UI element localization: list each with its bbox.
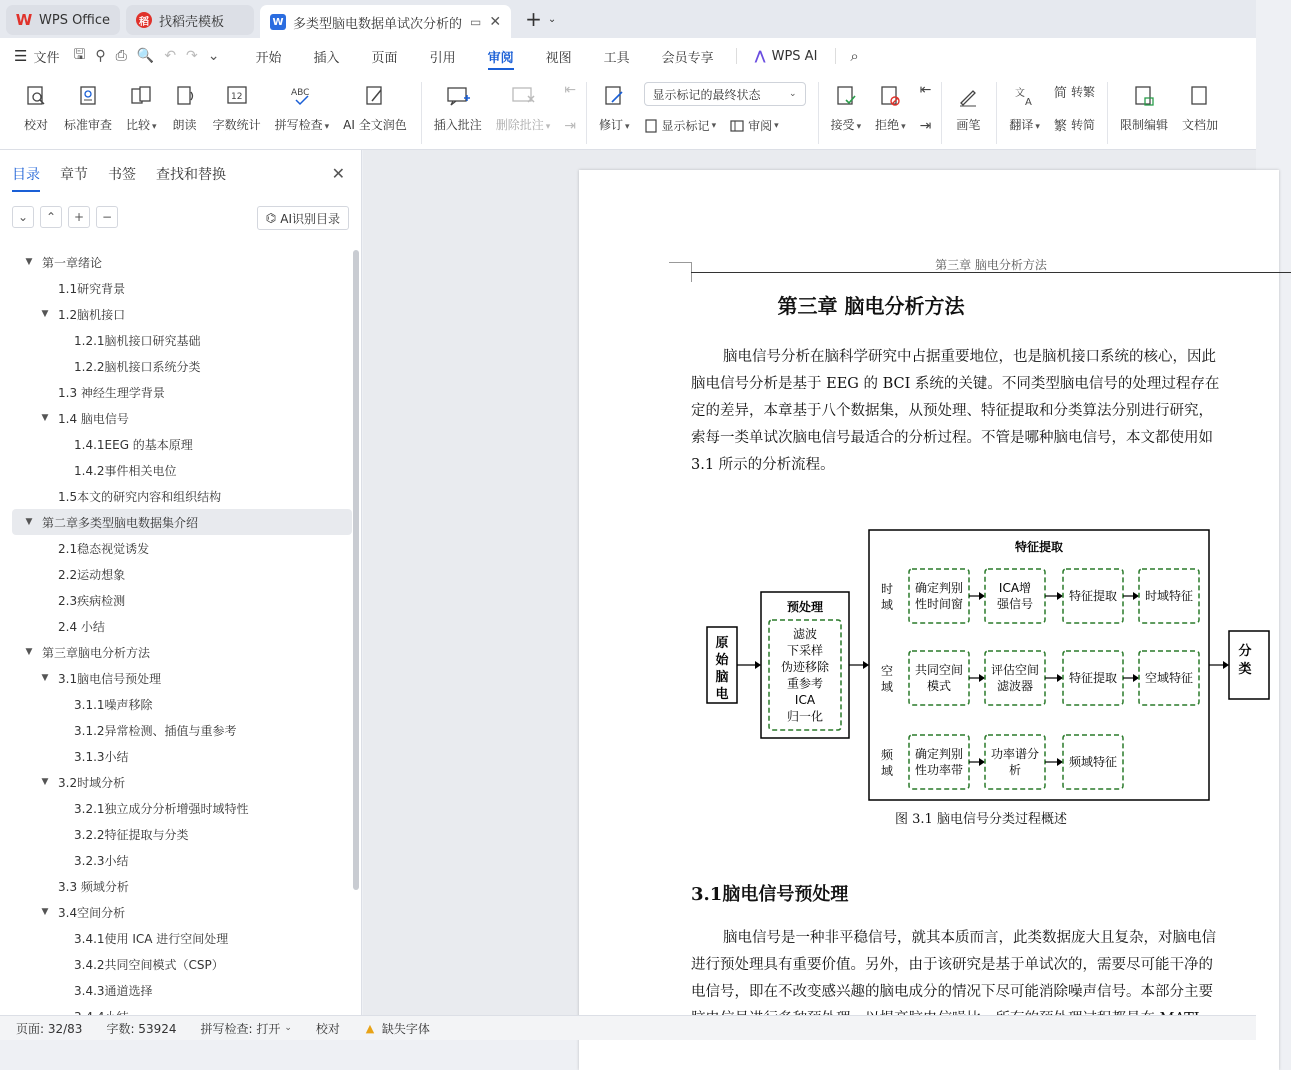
expand-arrow-icon[interactable]: ▼ — [25, 257, 33, 267]
reject-label: 拒绝 ▾ — [875, 118, 906, 132]
toc-item-label: 2.2运动想象 — [58, 567, 126, 582]
compare-icon — [127, 82, 155, 110]
menu-reference[interactable]: 引用 — [429, 50, 456, 66]
divider — [835, 48, 836, 64]
toc-item[interactable] — [12, 743, 352, 769]
menu-tools[interactable]: 工具 — [603, 50, 630, 66]
toc-item[interactable] — [12, 769, 352, 795]
expand-arrow-icon[interactable]: ▼ — [41, 413, 49, 423]
toc-item-label: 1.4.2事件相关电位 — [74, 463, 177, 478]
previous-comment-icon[interactable]: ⇤ — [564, 82, 576, 98]
toc-item-label: 3.4.3通道选择 — [74, 983, 153, 998]
toc-list — [12, 249, 352, 1015]
review-pane-button[interactable]: 审阅 ▾ — [730, 117, 779, 134]
spell-check-button[interactable] — [275, 82, 330, 133]
toc-item-label: 第一章绪论 — [42, 255, 103, 270]
preprocess-step: 下采样 — [786, 643, 824, 658]
feature-row-label: 空域 — [880, 664, 894, 694]
expand-arrow-icon[interactable]: ▼ — [41, 777, 49, 787]
menu-bar — [0, 38, 1256, 74]
feature-step-label: 特征提取 — [1068, 589, 1118, 603]
toc-item-label: 3.4空间分析 — [58, 905, 126, 920]
proofread-icon — [22, 82, 50, 110]
standard-review-button[interactable] — [64, 82, 112, 133]
to-traditional-button[interactable] — [1054, 82, 1095, 101]
tab-label: WPS Office — [39, 12, 111, 28]
feature-step-label: ICA增强信号 — [996, 581, 1034, 611]
add-icon[interactable]: + — [68, 206, 90, 228]
toc-item-label: 3.1.2异常检测、插值与重参考 — [74, 723, 237, 738]
chapter-title: 第三章 脑电分析方法 — [777, 294, 965, 318]
show-markup-button[interactable]: 显示标记 ▾ — [644, 117, 717, 134]
markup-display-select[interactable] — [644, 82, 806, 106]
quick-access-toolbar — [73, 44, 219, 68]
toc-item-label: 3.4.2共同空间模式（CSP） — [74, 957, 224, 972]
word-doc-icon: W — [270, 14, 286, 30]
document-canvas — [363, 150, 1256, 1015]
toc-item-label: 1.4 脑电信号 — [58, 411, 129, 426]
spell-check-toggle[interactable]: 拼写检查: 打开 ⌄ — [200, 1021, 292, 1036]
svg-text:ABC: ABC — [290, 88, 310, 98]
line: 定的差异，本章基于八个数据集，从预处理、特征提取和分类算法分别进行研究， — [691, 403, 1213, 419]
proofread-status[interactable]: 校对 — [315, 1021, 340, 1036]
to-simplified-label: 转简 — [1070, 118, 1095, 132]
toc-item[interactable] — [12, 249, 352, 275]
line: 索每一类单试次脑电信号最适合的分析过程。不管是哪种脑电信号，本文都使用如 — [691, 430, 1213, 446]
toc-item-label: 1.2.1脑机接口研究基础 — [74, 333, 201, 348]
translate-icon — [1011, 82, 1039, 110]
toc-item-label: 3.4.1使用 ICA 进行空间处理 — [74, 931, 229, 946]
toc-item[interactable] — [12, 717, 352, 743]
remove-icon[interactable]: − — [96, 206, 118, 228]
missing-font-label: 缺失字体 — [381, 1021, 430, 1036]
translate-button[interactable] — [1009, 82, 1040, 133]
nav-tabs — [12, 164, 246, 192]
divider — [421, 82, 422, 144]
tab-toc[interactable]: 目录 — [12, 164, 40, 192]
figure-caption: 图 3.1 脑电信号分类过程概述 — [895, 812, 1067, 827]
restrict-edit-label: 限制编辑 — [1119, 118, 1168, 132]
comment-nav-group — [564, 82, 576, 134]
ai-toc-label: AI识别目录 — [280, 211, 340, 226]
compare-label: 比较 ▾ — [126, 118, 157, 132]
ai-polish-label: AI 全文润色 — [343, 118, 407, 132]
read-aloud-icon — [171, 82, 199, 110]
line: 脑电信号是一种非平稳信号，就其本质而言，此类数据庞大且复杂，对脑电信 — [723, 930, 1216, 946]
encrypt-icon — [1186, 82, 1214, 110]
review-ribbon — [0, 74, 1256, 150]
toc-item-label: 1.2脑机接口 — [58, 307, 126, 322]
toc-item[interactable] — [12, 613, 352, 639]
status-bar — [0, 1015, 1256, 1040]
tab-current-document[interactable] — [260, 5, 511, 39]
proofread-label: 校对 — [23, 118, 48, 132]
toc-scrollbar[interactable] — [353, 250, 359, 890]
restrict-edit-button[interactable] — [1120, 82, 1168, 133]
navigation-pane — [0, 150, 362, 1015]
preprocess-step: 归一化 — [786, 709, 824, 724]
menu-review[interactable]: 审阅 — [472, 38, 530, 74]
markup-row — [644, 117, 806, 134]
toc-item-label: 1.3 神经生理学背景 — [58, 385, 165, 400]
line: 脑电信号分析在脑科学研究中占据重要地位，也是脑机接口系统的核心，因此 — [723, 349, 1216, 365]
show-markup-icon — [644, 119, 658, 133]
menu-insert[interactable]: 插入 — [313, 50, 340, 66]
svg-text:文: 文 — [1014, 88, 1025, 99]
compare-button[interactable] — [126, 82, 157, 133]
wps-ai-button[interactable] — [743, 49, 830, 64]
line: 脑电信号分析是基于 EEG 的 BCI 系统的关键。不同类型脑电信号的处理过程存在 — [691, 376, 1220, 392]
spell-check-label: 拼写检查 ▾ — [274, 118, 330, 132]
divider — [1107, 82, 1108, 144]
toc-item-label: 3.2.3小结 — [74, 853, 129, 868]
toc-item[interactable] — [12, 353, 352, 379]
tab-label: 找稻壳模板 — [159, 14, 225, 30]
section-title: 3.1脑电信号预处理 — [691, 884, 849, 905]
feature-step-label: 确定判别性功率带 — [914, 747, 964, 777]
feature-step-label: 共同空间模式 — [914, 663, 964, 693]
toc-item[interactable] — [12, 457, 352, 483]
accept-label: 接受 ▾ — [830, 118, 862, 132]
preprocess-step: 伪迹移除 — [780, 660, 830, 674]
toc-item[interactable] — [12, 431, 352, 457]
word-count-indicator[interactable]: 字数: 53924 — [106, 1021, 177, 1036]
ai-toc-button[interactable] — [257, 206, 349, 230]
screen-icon[interactable]: ▭ — [470, 15, 482, 29]
raw-eeg-label: 原始脑电 — [715, 636, 729, 702]
missing-font-button[interactable] — [364, 1020, 430, 1037]
toc-item[interactable] — [12, 821, 352, 847]
toc-item-label: 第三章脑电分析方法 — [42, 645, 151, 660]
spell-status-label: 拼写检查: 打开 — [200, 1021, 281, 1036]
line: 3.1 所示的分析流程。 — [691, 457, 835, 473]
expand-arrow-icon[interactable]: ▼ — [41, 309, 49, 319]
file-menu[interactable] — [14, 47, 59, 66]
tab-find-replace[interactable]: 查找和替换 — [156, 167, 226, 183]
toc-item-label: 3.2.1独立成分分析增强时域特性 — [74, 801, 249, 816]
review-pane-label: 审阅 — [748, 119, 773, 133]
tab-label: 多类型脑电数据单试次分析的 — [293, 16, 463, 32]
toc-item[interactable] — [12, 535, 352, 561]
document-page — [579, 170, 1279, 1070]
traditional-icon: 简 — [1053, 86, 1067, 101]
tab-daoke-templates[interactable] — [126, 5, 254, 35]
lock-doc-icon — [1130, 82, 1158, 110]
menu-view[interactable]: 视图 — [545, 50, 572, 66]
toc-item[interactable] — [12, 847, 352, 873]
word-count-label: 字数统计 — [212, 118, 261, 132]
more-chevron-icon[interactable]: ⌄ — [207, 48, 220, 64]
menu-page[interactable]: 页面 — [371, 50, 398, 66]
toc-item-label: 3.1脑电信号预处理 — [58, 671, 162, 686]
standard-review-icon — [74, 82, 102, 110]
redo-icon[interactable]: ↷ — [186, 48, 198, 64]
toc-item[interactable] — [12, 509, 352, 535]
expand-arrow-icon[interactable]: ▼ — [25, 517, 33, 527]
toc-item-label: 2.3疾病检测 — [58, 593, 126, 608]
toc-item-label: 3.3 频域分析 — [58, 879, 129, 894]
standard-review-label: 标准审查 — [64, 118, 113, 132]
to-traditional-label: 转繁 — [1070, 85, 1095, 99]
feature-step-label: 确定判别性时间窗 — [914, 581, 964, 611]
daoke-icon: 稻 — [136, 12, 152, 28]
tab-sections[interactable]: 章节 — [60, 167, 88, 183]
line: 进行预处理具有重要价值。另外，由于该研究是基于单试次的，需要尽可能干净的 — [691, 957, 1213, 973]
feature-step-label: 功率谱分析 — [990, 747, 1040, 777]
tab-bookmarks[interactable]: 书签 — [108, 167, 136, 183]
feature-row-label: 时域 — [880, 582, 894, 612]
accept-button[interactable] — [831, 82, 862, 133]
feature-step-label: 特征提取 — [1068, 671, 1118, 685]
expand-arrow-icon[interactable]: ▼ — [41, 673, 49, 683]
reject-icon — [876, 82, 904, 110]
toc-item[interactable] — [12, 379, 352, 405]
toc-item[interactable] — [12, 873, 352, 899]
expand-arrow-icon[interactable]: ▼ — [41, 907, 49, 917]
wps-ai-icon: ⋀ — [754, 48, 766, 64]
insert-comment-button[interactable] — [434, 82, 482, 133]
toc-item[interactable] — [12, 951, 352, 977]
header-line — [691, 272, 1291, 273]
feature-step-label: 频域特征 — [1068, 755, 1118, 769]
feature-step-label: 评估空间滤波器 — [990, 663, 1040, 693]
wps-logo-icon: W — [15, 11, 33, 29]
toc-item-label: 1.4.1EEG 的基本原理 — [74, 437, 193, 452]
hamburger-icon: ☰ — [14, 47, 28, 65]
insert-comment-icon — [444, 82, 472, 110]
convert-group — [1054, 82, 1095, 134]
change-nav-group — [920, 82, 932, 134]
page-indicator[interactable]: 页面: 32/83 — [16, 1021, 83, 1036]
word-count-icon — [223, 82, 251, 110]
body-paragraph-1 — [691, 344, 1291, 479]
toc-item[interactable] — [12, 639, 352, 665]
divider — [736, 48, 737, 64]
next-change-icon[interactable]: ⇥ — [919, 118, 932, 134]
window-tab-bar — [0, 0, 1256, 38]
doc-encrypt-button[interactable] — [1182, 82, 1218, 133]
expand-down-icon[interactable]: ⌄ — [12, 206, 34, 228]
svg-text:A: A — [1024, 97, 1032, 108]
undo-icon[interactable]: ↶ — [164, 48, 177, 64]
expand-arrow-icon[interactable]: ▼ — [25, 647, 33, 657]
track-changes-icon — [600, 82, 628, 110]
show-markup-label: 显示标记 — [661, 119, 710, 133]
delete-comment-label: 删除批注 ▾ — [495, 118, 551, 132]
toc-item-label: 第二章多类型脑电数据集介绍 — [42, 515, 199, 530]
simplified-icon: 繁 — [1053, 119, 1067, 134]
file-label: 文件 — [33, 50, 60, 66]
feature-step-label: 时域特征 — [1144, 589, 1194, 603]
toc-item-label: 3.2时域分析 — [58, 775, 126, 790]
print-preview-icon[interactable]: 🔍 — [136, 48, 155, 64]
ai-icon: ⌬ — [265, 211, 277, 225]
preprocess-step: 重参考 — [786, 676, 824, 691]
toc-item[interactable] — [12, 587, 352, 613]
divider — [586, 82, 587, 144]
search-icon[interactable]: ⌕ — [850, 47, 859, 65]
menu-start[interactable]: 开始 — [255, 50, 282, 66]
line: 电信号，即在不改变感兴趣的脑电成分的情况下尽可能消除噪声信号。本部分主要 — [691, 984, 1213, 1000]
spell-check-icon — [288, 82, 316, 110]
toc-item[interactable] — [12, 691, 352, 717]
reject-button[interactable] — [875, 82, 906, 133]
close-icon[interactable]: ✕ — [331, 164, 345, 183]
chevron-down-icon[interactable]: ⌄ — [547, 13, 557, 25]
wps-ai-label: WPS AI — [771, 48, 818, 64]
toc-item-label: 2.4 小结 — [58, 619, 105, 634]
feature-row-label: 频域 — [880, 748, 894, 778]
word-count-button[interactable] — [213, 82, 261, 133]
toc-item-label: 1.1研究背景 — [58, 281, 126, 296]
preprocess-step: ICA — [794, 693, 816, 707]
markup-select-value: 显示标记的最终状态 — [652, 87, 761, 102]
warning-icon: ▲ — [365, 1021, 375, 1035]
close-tab-icon[interactable]: ✕ — [489, 14, 502, 30]
review-pane-icon — [730, 119, 744, 133]
chevron-down-icon: ⌄ — [789, 89, 797, 99]
menu-member[interactable]: 会员专享 — [661, 50, 714, 66]
doc-encrypt-label: 文档加 — [1181, 118, 1218, 132]
toc-item[interactable] — [12, 301, 352, 327]
margin-mark — [669, 262, 691, 263]
divider — [941, 82, 942, 144]
ai-polish-button[interactable] — [343, 82, 407, 133]
markup-group — [644, 82, 806, 134]
toc-item[interactable] — [12, 561, 352, 587]
toc-item[interactable] — [12, 925, 352, 951]
pen-icon — [954, 82, 982, 110]
toc-item[interactable] — [12, 977, 352, 1003]
track-changes-button[interactable] — [599, 82, 630, 133]
to-simplified-button[interactable] — [1054, 115, 1095, 134]
translate-label: 翻译 ▾ — [1009, 118, 1040, 132]
read-aloud-label: 朗读 — [172, 118, 197, 132]
toc-item-label: 2.1稳态视觉诱发 — [58, 541, 150, 556]
toc-item[interactable] — [12, 327, 352, 353]
accept-icon — [832, 82, 860, 110]
toc-item[interactable] — [12, 899, 352, 925]
classify-label: 分类 — [1238, 644, 1252, 677]
toc-item[interactable] — [12, 275, 352, 301]
toc-item[interactable] — [12, 405, 352, 431]
toc-item-label: 3.2.2特征提取与分类 — [74, 827, 189, 842]
track-changes-label: 修订 ▾ — [599, 118, 630, 132]
proofread-button[interactable] — [22, 82, 50, 133]
delete-comment-icon — [509, 82, 537, 110]
insert-comment-label: 插入批注 — [433, 118, 482, 132]
ink-label: 画笔 — [956, 118, 981, 132]
divider — [818, 82, 819, 144]
toc-tools — [12, 206, 118, 228]
toc-item[interactable] — [12, 795, 352, 821]
previous-change-icon[interactable]: ⇤ — [919, 82, 932, 98]
collapse-up-icon[interactable]: ⌃ — [40, 206, 62, 228]
read-aloud-button[interactable] — [171, 82, 199, 133]
tab-wps-office[interactable] — [6, 5, 120, 35]
divider — [996, 82, 997, 144]
next-comment-icon[interactable]: ⇥ — [564, 118, 576, 134]
preprocess-title: 预处理 — [786, 600, 824, 614]
print-icon[interactable]: ⎙ — [115, 48, 127, 64]
delete-comment-button[interactable] — [496, 82, 551, 133]
ink-button[interactable] — [954, 82, 982, 133]
toc-item-label: 1.2.2脑机接口系统分类 — [74, 359, 201, 374]
new-tab-icon[interactable]: + — [525, 7, 542, 31]
feature-extraction-title: 特征提取 — [1014, 540, 1064, 554]
save-icon[interactable]: 🖫 — [73, 47, 86, 63]
share-icon[interactable]: ⚲ — [95, 48, 106, 64]
preprocess-step: 滤波 — [792, 627, 818, 641]
figure-3-1-diagram — [697, 515, 1257, 800]
toc-item-label: 3.1.3小结 — [74, 749, 129, 764]
toc-item[interactable] — [12, 483, 352, 509]
ai-polish-icon — [361, 82, 389, 110]
toc-item-label: 3.1.1噪声移除 — [74, 697, 153, 712]
toc-item-label: 1.5本文的研究内容和组织结构 — [58, 489, 222, 504]
toc-item[interactable] — [12, 665, 352, 691]
page-header: 第三章 脑电分析方法 — [935, 258, 1047, 272]
feature-step-label: 空域特征 — [1144, 671, 1194, 685]
svg-text:12: 12 — [230, 92, 243, 102]
